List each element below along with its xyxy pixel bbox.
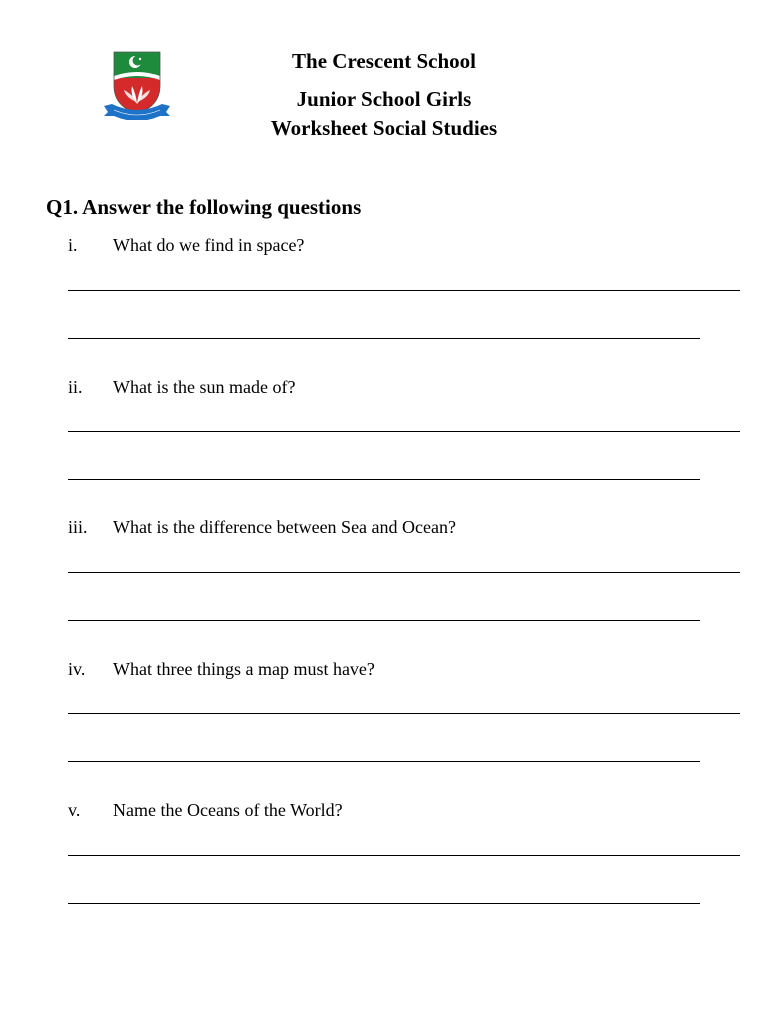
answer-line[interactable] xyxy=(68,479,700,480)
question-text: What is the sun made of? xyxy=(113,377,296,397)
answer-line[interactable] xyxy=(68,761,700,762)
answer-line[interactable] xyxy=(68,903,700,904)
answer-line[interactable] xyxy=(68,620,700,621)
worksheet-subtitle-group: Junior School Girls xyxy=(296,87,472,111)
question-text: What three things a map must have? xyxy=(113,659,375,679)
question-number: iv. xyxy=(68,659,86,679)
question-text: What is the difference between Sea and Ocean? xyxy=(113,517,456,537)
question-item xyxy=(68,234,304,256)
answer-line[interactable] xyxy=(68,290,740,291)
answer-line[interactable] xyxy=(68,431,740,432)
question-item xyxy=(68,516,456,538)
school-name: The Crescent School xyxy=(292,49,476,73)
question-item xyxy=(68,376,295,398)
worksheet-subtitle-subject: Worksheet Social Studies xyxy=(270,116,498,140)
question-number: v. xyxy=(68,800,81,820)
answer-line[interactable] xyxy=(68,338,700,339)
section-heading: Q1. Answer the following questions xyxy=(46,195,362,219)
answer-line[interactable] xyxy=(68,713,740,714)
question-text: Name the Oceans of the World? xyxy=(113,800,343,820)
answer-line[interactable] xyxy=(68,572,740,573)
question-number: ii. xyxy=(68,377,83,397)
question-item xyxy=(68,799,343,821)
question-item xyxy=(68,658,375,680)
question-number: iii. xyxy=(68,517,88,537)
question-text: What do we find in space? xyxy=(113,235,305,255)
question-number: i. xyxy=(68,235,78,255)
answer-line[interactable] xyxy=(68,855,740,856)
